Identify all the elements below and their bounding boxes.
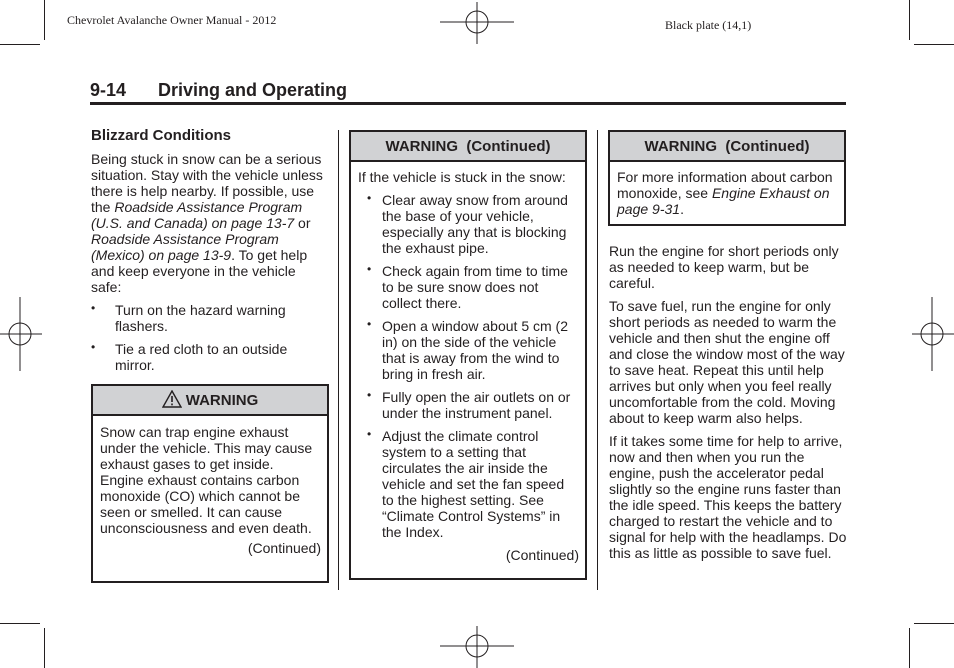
section-number: 9-14 (90, 80, 127, 100)
warning-text: For more information about carbon monoxide, see Engine Exhaust on page 9-31. (617, 169, 833, 217)
intro-paragraph: Being stuck in snow can be a serious situation. Stay with the vehicle unless there is help nearby. If possible, use the Roadside Assistance Program (U.S. and Canada) on page 13-7 or Roadside Assistance Program (Mexico) on page 13-9. To get help and keep everyone in the vehicle safe: (91, 151, 323, 295)
paragraph: Run the engine for short periods only as needed to keep warm, but be careful. (609, 243, 839, 291)
registration-mark-top (440, 2, 514, 44)
crop-mark (914, 623, 954, 624)
crop-mark (909, 628, 910, 668)
section-header (90, 80, 846, 105)
manual-title: Chevrolet Avalanche Owner Manual - 2012 (67, 13, 277, 27)
list-item: • Open a window about 5 cm (2 in) on the side of the vehicle that is away from the wind to bring in fresh air. (358, 318, 578, 382)
crop-mark (44, 0, 45, 40)
crop-mark (909, 0, 910, 40)
list-item: • Fully open the air outlets on or under the instrument panel. (358, 389, 578, 421)
cross-reference-link[interactable]: Roadside Assistance Program (U.S. and Canada) on page 13-7 (91, 199, 303, 231)
warning-box-header (93, 386, 327, 416)
registration-mark-left (0, 297, 42, 371)
plate-label: Black plate (14,1) (665, 18, 752, 32)
sub-heading: Blizzard Conditions (91, 127, 231, 144)
paragraph: To save fuel, run the engine for only short periods as needed to warm the vehicle and then shut the engine off and close the window most of the way to save heat. Repeat this until help arrives but only when you feel really uncomfortable from the cold. Moving about to keep warm also helps. (609, 298, 845, 426)
section-title: Driving and Operating (158, 80, 348, 100)
warning-box (91, 384, 329, 583)
registration-mark-right (912, 297, 954, 371)
continued-label: (Continued) (247, 540, 321, 556)
continued-label: (Continued) (505, 547, 579, 563)
list-item: • Check again from time to time to be sure snow does not collect there. (358, 263, 578, 311)
registration-mark-bottom (440, 626, 514, 668)
paragraph: If it takes some time for help to arrive, now and then when you run the engine, push the accelerator pedal slightly so the engine runs faster than the idle speed. This keeps the battery charged to restart the vehicle and to signal for help with the headlamps. Do this as little as possible to save fuel. (609, 433, 847, 561)
warning-triangle-icon (162, 390, 182, 408)
warning-title: WARNING (185, 392, 259, 409)
crop-mark (0, 623, 40, 624)
column-divider (597, 130, 598, 590)
list-item: • Tie a red cloth to an outside mirror. (91, 341, 329, 373)
crop-mark (914, 44, 954, 45)
crop-mark (0, 44, 40, 45)
warning-text: Snow can trap engine exhaust under the vehicle. This may cause exhaust gases to get inside. Engine exhaust contains carbon monoxide (CO) which cannot be seen or smelled. It can cause unconsciousness and even death. (100, 424, 313, 536)
warning-continued-box (349, 130, 587, 580)
cross-reference-link[interactable]: Roadside Assistance Program (Mexico) on page 13-9 (91, 231, 279, 263)
column-divider (338, 130, 339, 590)
list-item: • Adjust the climate control system to a setting that circulates the air inside the vehicle and set the fan speed to the highest setting. See “Climate Control Systems” in the Index. (358, 428, 578, 540)
warning-box-header: WARNING (Continued) (351, 132, 585, 162)
column-1 (91, 127, 329, 583)
cross-reference-link[interactable]: Engine Exhaust on page 9-31 (617, 185, 830, 217)
lead-text: If the vehicle is stuck in the snow: (358, 169, 566, 185)
warning-box-header: WARNING (Continued) (610, 132, 844, 162)
warning-continued-box (608, 130, 846, 226)
list-item: • Clear away snow from around the base of your vehicle, especially any that is blocking the exhaust pipe. (358, 192, 578, 256)
crop-mark (44, 628, 45, 668)
column-3-text (609, 243, 849, 561)
list-item: • Turn on the hazard warning flashers. (91, 302, 329, 334)
